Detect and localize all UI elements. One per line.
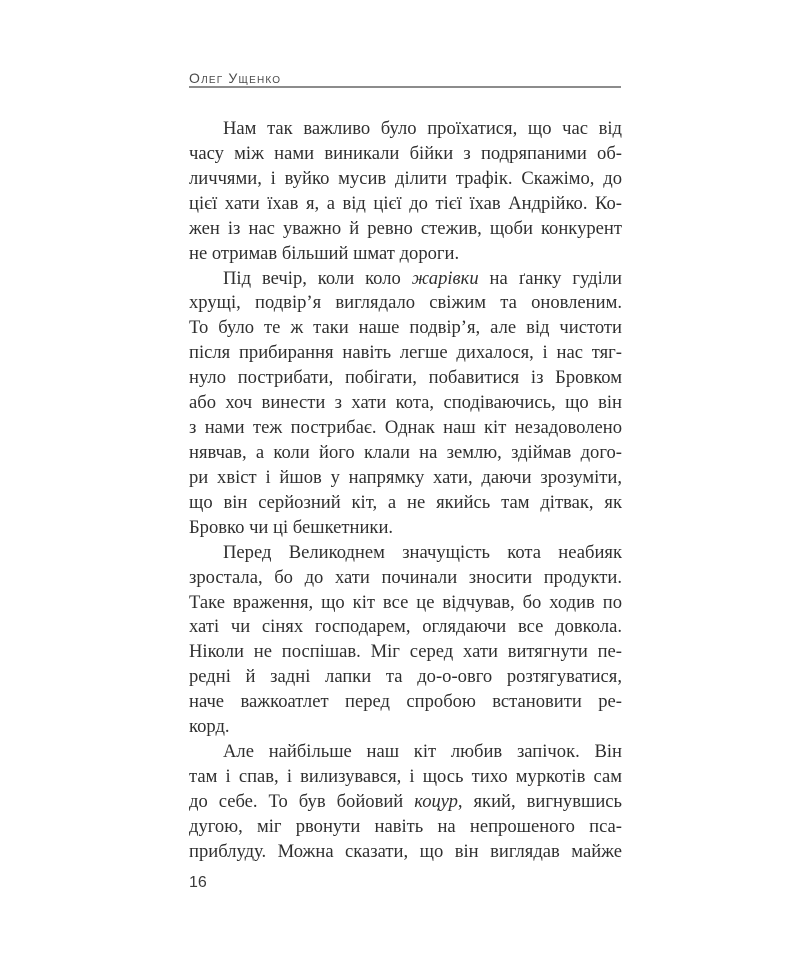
text-line: [189, 815, 622, 840]
paragraph: [189, 117, 622, 267]
text-line: [189, 566, 622, 591]
text-line: [189, 242, 622, 267]
text-segment: , який, вигнувшись: [457, 790, 622, 812]
text-segment: на ґанку гуділи: [478, 267, 622, 289]
text-line: [189, 541, 622, 566]
text-line: [189, 391, 622, 416]
text-segment: Нам так важливо було проїхатися, що час від: [223, 118, 622, 139]
text-segment: редні й задні лапки та до-о-овго розтягуватися,: [189, 666, 622, 688]
text-segment: що він серйозний кіт, а не якийсь там дітвак, як: [189, 491, 622, 513]
text-segment: То було те ж таки наше подвір’я, але від чистоти: [189, 317, 622, 339]
text-segment: наче важкоатлет перед спробою встановити ре-: [189, 691, 622, 713]
page-number: 16: [189, 874, 207, 891]
text-segment: часу між нами виникали бійки з подряпаними об-: [189, 142, 622, 164]
text-line: [189, 491, 622, 516]
text-segment: ри хвіст і йшов у напрямку хати, даючи зрозуміти,: [189, 466, 622, 488]
text-line: [189, 416, 622, 441]
text-segment: нуло пострибати, побігати, побавитися із Бровком: [189, 367, 622, 389]
text-segment: Під вечір, коли коло: [223, 267, 412, 289]
text-segment: до себе. То був бойовий: [189, 790, 415, 812]
text-segment: Ніколи не поспішав. Міг серед хати витягнути пе-: [189, 641, 622, 663]
text-line: [189, 441, 622, 466]
text-line: [189, 142, 622, 167]
text-line: [189, 167, 622, 192]
body-text: [189, 117, 622, 865]
text-segment: після прибирання навіть легше дихалося, і нас тяг-: [189, 342, 622, 364]
text-segment: Бровко чи ці бешкетники.: [189, 516, 394, 538]
running-head-author: Олег Ущенко: [189, 70, 282, 86]
text-segment: дугою, міг рвонути навіть на непрошеного пса-: [189, 815, 622, 837]
text-line: [189, 341, 622, 366]
text-segment: з нами теж пострибає. Однак наш кіт незадоволено: [189, 417, 622, 439]
text-line: [189, 840, 622, 865]
text-segment: Таке враження, що кіт все це відчував, бо ходив по: [189, 591, 622, 613]
text-segment: корд.: [189, 716, 230, 738]
text-line: [189, 291, 622, 316]
text-line: [189, 715, 622, 740]
text-line: [189, 217, 622, 242]
text-segment: жен із нас уважно й ревно стежив, щоби конкурент: [189, 217, 622, 239]
text-segment: нявчав, а коли його клали на землю, здіймав дого-: [189, 441, 622, 463]
paragraph: [189, 267, 622, 541]
text-segment: цієї хати їхав я, а від цієї до тієї їхав Андрійко. Ко-: [189, 192, 622, 214]
text-segment: личчями, і вуйко мусив ділити трафік. Скажімо, до: [189, 167, 622, 189]
text-line: [189, 466, 622, 491]
text-line: [189, 117, 622, 142]
text-segment: там і спав, і вилизувався, і щось тихо муркотів сам: [189, 765, 622, 787]
paragraph: [189, 740, 622, 865]
text-line: [189, 765, 622, 790]
italic-text: жарівки: [411, 267, 479, 289]
text-line: [189, 516, 622, 541]
text-line: [189, 740, 622, 765]
text-line: [189, 790, 622, 815]
text-line: [189, 591, 622, 616]
text-line: [189, 366, 622, 391]
text-segment: хаті чи сінях господарем, оглядаючи все довкола.: [189, 616, 622, 638]
text-line: [189, 316, 622, 341]
text-line: [189, 640, 622, 665]
text-segment: або хоч винести з хати кота, сподіваючись, що він: [189, 392, 622, 414]
paragraph: [189, 541, 622, 740]
text-segment: зростала, бо до хати починали зносити продукти.: [189, 566, 622, 588]
text-line: [189, 615, 622, 640]
text-line: [189, 192, 622, 217]
text-line: [189, 665, 622, 690]
text-segment: Але найбільше наш кіт любив запічок. Він: [223, 741, 622, 763]
italic-text: коцур: [414, 790, 458, 812]
text-segment: Перед Великоднем значущість кота неабияк: [223, 541, 622, 563]
text-line: [189, 267, 622, 292]
text-line: [189, 690, 622, 715]
text-segment: хрущі, подвір’я виглядало свіжим та оновленим.: [189, 292, 622, 314]
text-segment: приблуду. Можна сказати, що він виглядав майже: [189, 840, 622, 862]
text-segment: не отримав більший шмат дороги.: [189, 242, 460, 264]
header-rule: [189, 86, 621, 88]
